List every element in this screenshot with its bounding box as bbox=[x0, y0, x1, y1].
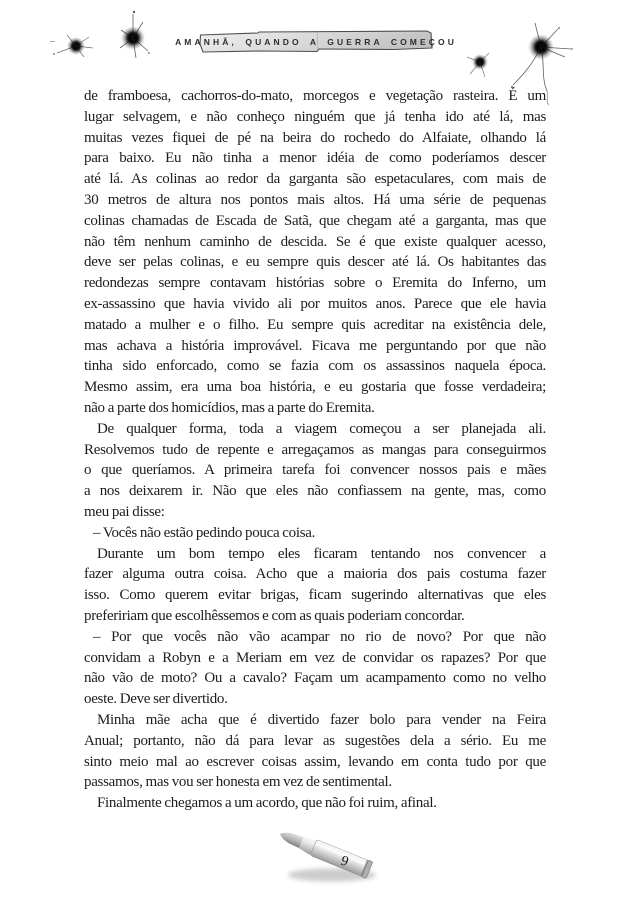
ink-splat-icon bbox=[50, 35, 93, 57]
text-line: – Por que vocês não vão acampar no rio de novo? Por que não bbox=[93, 628, 546, 645]
text-line: sinto meio mal ao escrever coisas assim, levando em conta tudo por que bbox=[84, 753, 546, 770]
ink-splat-icon bbox=[467, 53, 489, 77]
text-line: o que queríamos. A primeira tarefa foi convencer nossos pais e mães bbox=[84, 462, 546, 479]
text-line: lugar selvagem, e não conheço ninguém que já tenha ido até lá, mas bbox=[84, 108, 546, 125]
text-line: Durante um bom tempo eles ficaram tentando nos convencer a bbox=[97, 545, 546, 562]
text-line: tinha sido enforcado, como se fazia com os assassinos naquela época. bbox=[84, 358, 546, 375]
text-line: mas achava a história improvável. Ficava me perguntando por que não bbox=[84, 337, 546, 354]
bullet-icon bbox=[262, 818, 402, 898]
text-line: Finalmente chegamos a um acordo, que não foi ruim, afinal. bbox=[97, 795, 437, 812]
text-line: oeste. Deve ser divertido. bbox=[84, 691, 228, 708]
text-line: até lá. As colinas ao redor da garganta são espetaculares, com mais de bbox=[84, 171, 546, 188]
text-line: a nos deixarem ir. Não que eles não confiassem na gente, mas, como bbox=[84, 483, 546, 500]
text-line: Mesmo assim, era uma boa história, e eu gostaria que fosse verdadeira; bbox=[84, 379, 546, 396]
text-line: passamos, mas vou ser honesta em vez de sentimental. bbox=[84, 774, 392, 791]
text-line: fazer alguma outra coisa. Acho que a maioria dos pais costuma fazer bbox=[84, 566, 546, 583]
page-number: 9 bbox=[339, 853, 350, 870]
text-line: matado a mulher e o filho. Eu sempre quis acreditar na existência dele, bbox=[84, 316, 546, 333]
text-line: muitas vezes fiquei de pé na beira do rochedo do Alfaiate, olhando lá bbox=[84, 129, 546, 146]
text-line: deve ser pelas colinas, e eu sempre quis descer até lá. Os habitantes das bbox=[84, 254, 546, 271]
text-line: ex-assassino que havia vivido ali por muitos anos. Parece que ele havia bbox=[84, 295, 546, 312]
text-line: não a parte dos homicídios, mas a parte do Eremita. bbox=[84, 399, 375, 416]
chapter-title: AMANHÃ, QUANDO A GUERRA COMEÇOU bbox=[175, 37, 457, 47]
ink-splat-icon bbox=[120, 11, 150, 58]
text-line: colinas chamadas de Escada de Satã, que chegam até a garganta, mas que bbox=[84, 212, 546, 229]
text-line: Minha mãe acha que é divertido fazer bolo para vender na Feira bbox=[97, 711, 546, 728]
text-line: Resolvemos tudo de repente e arregaçamos as mangas para conseguirmos bbox=[84, 441, 546, 458]
text-line: meu pai disse: bbox=[84, 503, 165, 520]
text-line: não vão de moto? Ou a cavalo? Façam um acampamento como no velho bbox=[84, 670, 546, 687]
text-line: De qualquer forma, toda a viagem começou a ser planejada ali. bbox=[97, 420, 546, 437]
text-line: isso. Como querem evitar brigas, ficam sugerindo alternativas que eles bbox=[84, 587, 546, 604]
text-line: de framboesa, cachorros-do-mato, morcegos e vegetação rasteira. É um bbox=[84, 88, 546, 104]
text-line: prefeririam que escolhêssemos e com as quais poderiam concordar. bbox=[84, 607, 465, 624]
text-line: para baixo. Eu não tinha a menor idéia de como poderíamos descer bbox=[84, 150, 546, 167]
text-line: 30 metros de altura nos pontos mais altos. Há uma série de pequenas bbox=[84, 191, 546, 208]
text-line: convidam a Robyn e a Meriam em vez de convidar os rapazes? Por que bbox=[84, 649, 546, 666]
text-line: Anual; portanto, não dá para levar as sugestões dela a sério. Eu me bbox=[84, 732, 546, 749]
chapter-title-banner bbox=[175, 30, 457, 55]
text-line: – Vocês não estão pedindo pouca coisa. bbox=[93, 524, 316, 541]
text-line: redondezas sempre contavam histórias sobre o Eremita do Inferno, um bbox=[84, 275, 546, 292]
body-text bbox=[84, 86, 546, 814]
text-line: não têm nenhum caminho de descida. Se é que existe qualquer acesso, bbox=[84, 233, 546, 250]
